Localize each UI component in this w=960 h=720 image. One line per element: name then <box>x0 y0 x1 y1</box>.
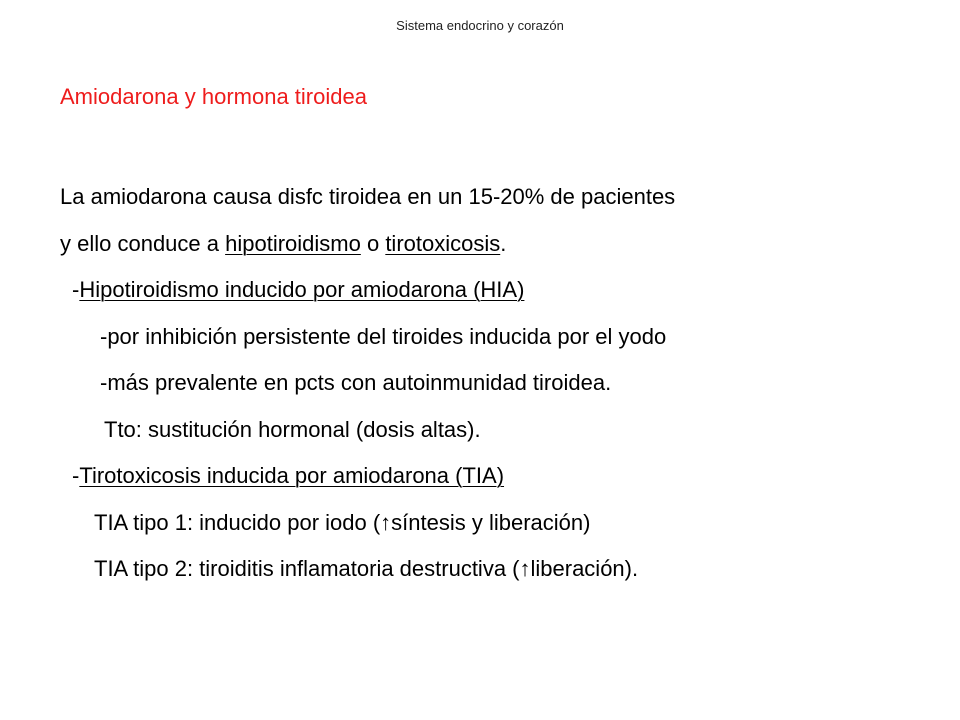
tia-heading: Tirotoxicosis inducida por amiodarona (TIA) <box>79 463 505 488</box>
slide-title: Amiodarona y hormona tiroidea <box>60 84 367 109</box>
hia-item-1: -por inhibición persistente del tiroides inducida por el yodo <box>100 323 667 349</box>
slide-header: Sistema endocrino y corazón <box>396 18 564 33</box>
hia-dash: - <box>72 277 80 302</box>
intro-line-1: La amiodarona causa disfc tiroidea en un 15-20% de pacientes <box>60 184 676 209</box>
hia-item-2: -más prevalente en pcts con autoinmunidad tiroidea. <box>100 370 612 395</box>
hia-heading: Hipotiroidismo inducido por amiodarona (HIA) <box>79 277 525 302</box>
intro-line-2-post: . <box>500 230 507 256</box>
intro-line-2-mid: o <box>360 230 386 256</box>
slide-body <box>60 174 675 593</box>
tia-heading-line <box>60 453 675 500</box>
tirotoxicosis-term: tirotoxicosis <box>385 230 501 256</box>
tia-item-1: TIA tipo 1: inducido por iodo (↑síntesis y liberación) <box>94 509 591 535</box>
intro-line-2 <box>60 221 675 268</box>
intro-line-2-pre: y ello conduce a <box>60 230 226 256</box>
tia-dash: - <box>72 463 80 488</box>
hia-item-3: Tto: sustitución hormonal (dosis altas). <box>104 416 481 442</box>
tia-item-2: TIA tipo 2: tiroiditis inflamatoria destructiva (↑liberación). <box>94 556 639 581</box>
hipotiroidismo-term: hipotiroidismo <box>225 230 361 256</box>
hia-heading-line <box>60 267 675 314</box>
